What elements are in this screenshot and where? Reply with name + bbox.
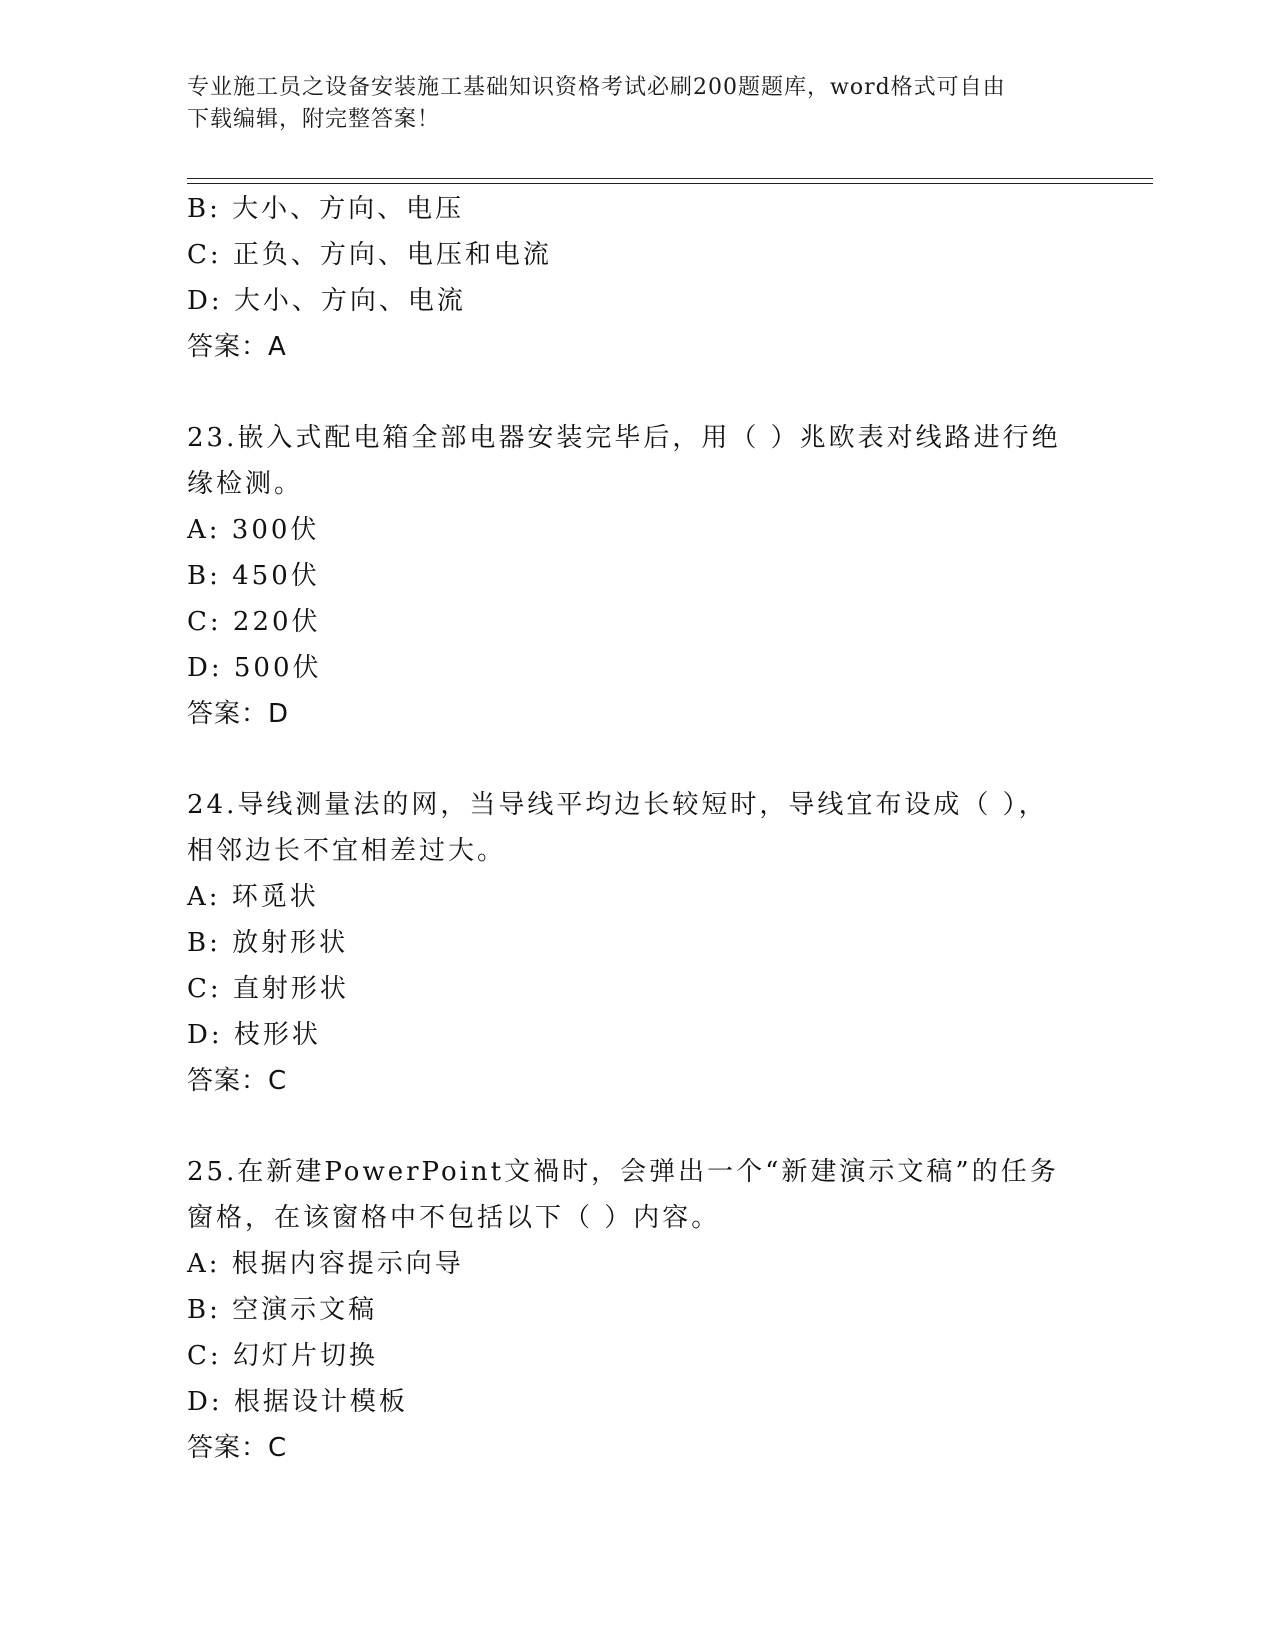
question-text-line-2: 相邻边长不宜相差过大。 — [187, 836, 507, 866]
header-rule-bottom — [187, 183, 1153, 184]
answer-line: 答案：C — [187, 1433, 288, 1463]
question-22-tail — [187, 186, 1087, 370]
document-header — [187, 72, 1067, 136]
option-b: B: 450伏 — [187, 561, 320, 591]
option-a: A: 环觅状 — [187, 882, 319, 912]
answer-line: 答案：C — [187, 1066, 288, 1096]
option-b: B: 大小、方向、电压 — [187, 194, 465, 224]
option-b: B: 空演示文稿 — [187, 1295, 378, 1325]
question-text-line-2: 窗格，在该窗格中不包括以下（ ）内容。 — [187, 1203, 721, 1233]
option-d: D: 根据设计模板 — [187, 1387, 408, 1417]
option-d: D: 500伏 — [187, 653, 322, 683]
question-text-line-2: 缘检测。 — [187, 469, 304, 499]
question-text — [187, 1149, 1067, 1241]
question-text — [187, 782, 1067, 874]
question-23 — [187, 415, 1087, 737]
option-c: C: 幻灯片切换 — [187, 1341, 378, 1371]
answer-line: 答案：A — [187, 332, 287, 362]
option-a: A: 300伏 — [187, 515, 320, 545]
header-line-1: 专业施工员之设备安装施工基础知识资格考试必刷200题题库，word格式可自由 — [187, 75, 1006, 100]
answer-line: 答案：D — [187, 699, 290, 729]
question-text-line-1: 23.嵌入式配电箱全部电器安装完毕后，用（ ）兆欧表对线路进行绝 — [187, 423, 1061, 453]
question-text-line-1: 24.导线测量法的网，当导线平均边长较短时，导线宜布设成（ ）， — [187, 790, 1048, 820]
header-line-2: 下载编辑，附完整答案！ — [187, 107, 441, 132]
option-d: D: 大小、方向、电流 — [187, 286, 466, 316]
question-text-line-1: 25.在新建PowerPoint文禍时，会弹出一个“新建演示文稿”的任务 — [187, 1157, 1059, 1187]
option-a: A: 根据内容提示向导 — [187, 1249, 464, 1279]
option-b: B: 放射形状 — [187, 928, 349, 958]
header-rule-top — [187, 178, 1153, 179]
option-c: C: 直射形状 — [187, 974, 349, 1004]
option-c: C: 正负、方向、电压和电流 — [187, 240, 552, 270]
question-25 — [187, 1149, 1087, 1471]
question-24 — [187, 782, 1087, 1104]
question-list — [187, 186, 1087, 1471]
question-text — [187, 415, 1067, 507]
option-d: D: 枝形状 — [187, 1020, 321, 1050]
option-c: C: 220伏 — [187, 607, 321, 637]
